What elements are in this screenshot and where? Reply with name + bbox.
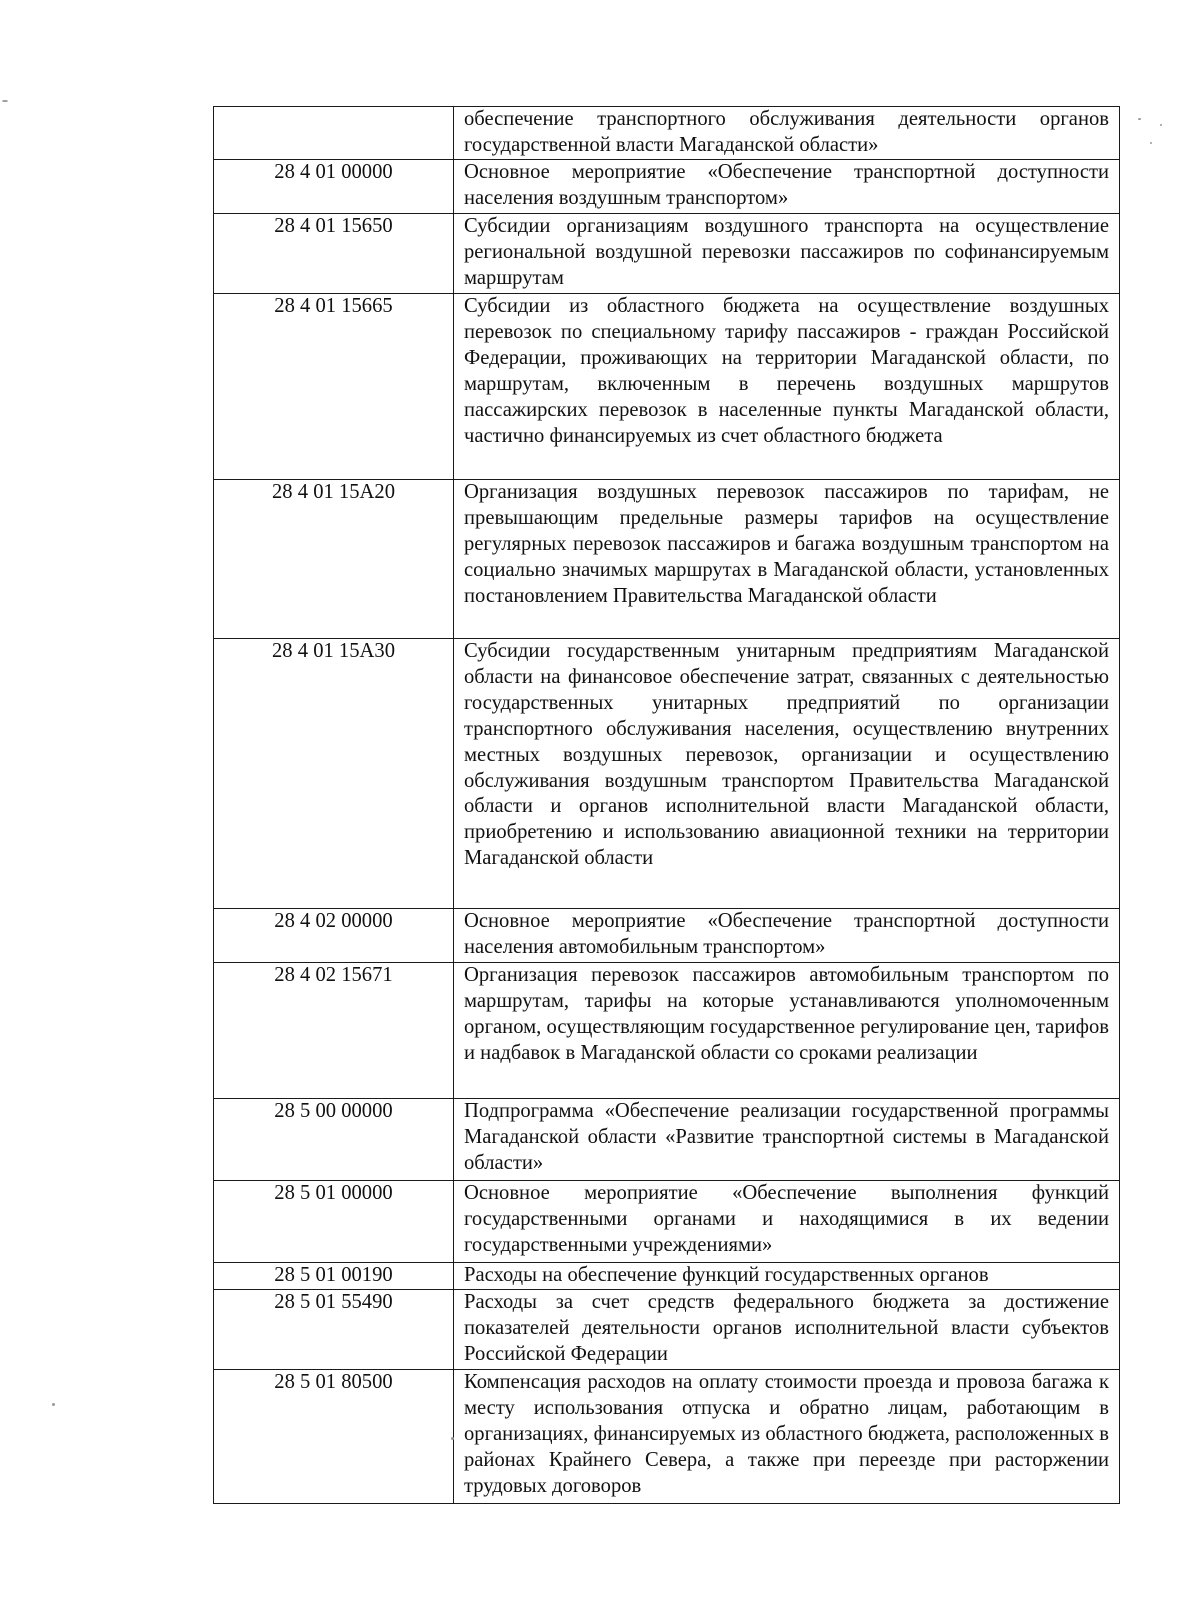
- scan-speck: [52, 1403, 55, 1406]
- scan-speck: [451, 1437, 454, 1440]
- row-code: 28 5 01 00000: [214, 1181, 454, 1263]
- row-code: 28 4 01 15650: [214, 214, 454, 294]
- table-row: [214, 1263, 1120, 1290]
- row-code: 28 4 01 15А20: [214, 480, 454, 639]
- table-row: [214, 639, 1120, 909]
- row-code: 28 5 01 55490: [214, 1290, 454, 1370]
- scan-speck: [2, 100, 8, 102]
- row-description: Субсидии организациям воздушного транспорта на осуществление региональной воздушной перевозки пассажиров по софинансируемым маршрутам: [454, 214, 1120, 294]
- row-code: [214, 107, 454, 160]
- row-code: 28 5 01 00190: [214, 1263, 454, 1290]
- row-code: 28 4 02 00000: [214, 909, 454, 963]
- row-code: 28 4 01 15665: [214, 294, 454, 480]
- row-description: Основное мероприятие «Обеспечение транспортной доступности населения автомобильным транспортом»: [454, 909, 1120, 963]
- table-row: [214, 480, 1120, 639]
- row-description: Компенсация расходов на оплату стоимости проезда и провоза багажа к месту использования отпуска и обратно лицам, работающим в организациях, финансируемых из областного бюджета, расположенных в районах Крайнего Севера, а также при переезде при расторжении трудовых договоров: [454, 1370, 1120, 1504]
- table-row: [214, 107, 1120, 160]
- row-description: обеспечение транспортного обслуживания деятельности органов государственной власти Магаданской области»: [454, 107, 1120, 160]
- table-row: [214, 160, 1120, 214]
- row-description: Основное мероприятие «Обеспечение транспортной доступности населения воздушным транспортом»: [454, 160, 1120, 214]
- row-description: Расходы на обеспечение функций государственных органов: [454, 1263, 1120, 1290]
- row-description: Подпрограмма «Обеспечение реализации государственной программы Магаданской области «Развитие транспортной системы в Магаданской области»: [454, 1099, 1120, 1181]
- table-row: [214, 214, 1120, 294]
- table-row: [214, 1290, 1120, 1370]
- row-description: Субсидии из областного бюджета на осуществление воздушных перевозок по специальному тарифу пассажиров - граждан Российской Федерации, проживающих на территории Магаданской области, по маршрутам, включенным в перечень воздушных маршрутов пассажирских перевозок в населенные пункты Магаданской области, частично финансируемых из счет областного бюджета: [454, 294, 1120, 480]
- row-code: 28 4 02 15671: [214, 963, 454, 1099]
- row-code: 28 5 01 80500: [214, 1370, 454, 1504]
- budget-classification-table: [213, 106, 1120, 1504]
- row-code: 28 4 01 15А30: [214, 639, 454, 909]
- table-row: [214, 909, 1120, 963]
- row-code: 28 4 01 00000: [214, 160, 454, 214]
- table-row: [214, 1099, 1120, 1181]
- row-description: Организация перевозок пассажиров автомобильным транспортом по маршрутам, тарифы на которые устанавливаются уполномоченным органом, осуществляющим государственное регулирование цен, тарифов и надбавок в Магаданской области со сроками реализации: [454, 963, 1120, 1099]
- table-row: [214, 1181, 1120, 1263]
- row-code: 28 5 00 00000: [214, 1099, 454, 1181]
- row-description: Расходы за счет средств федерального бюджета за достижение показателей деятельности органов исполнительной власти субъектов Российской Федерации: [454, 1290, 1120, 1370]
- table-row: [214, 294, 1120, 480]
- scan-speck: [1150, 142, 1152, 144]
- row-description: Основное мероприятие «Обеспечение выполнения функций государственными органами и находящимися в их ведении государственными учреждениями»: [454, 1181, 1120, 1263]
- table-row: [214, 1370, 1120, 1504]
- scan-speck: [1138, 118, 1141, 120]
- row-description: Организация воздушных перевозок пассажиров по тарифам, не превышающим предельные размеры тарифов на осуществление регулярных перевозок пассажиров и багажа воздушным транспортом на социально значимых маршрутах в Магаданской области, установленных постановлением Правительства Магаданской области: [454, 480, 1120, 639]
- scan-speck: [1160, 124, 1162, 126]
- table-row: [214, 963, 1120, 1099]
- row-description: Субсидии государственным унитарным предприятиям Магаданской области на финансовое обеспечение затрат, связанных с деятельностью государственных унитарных предприятий по организации транспортного обслуживания населения, осуществлению внутренних местных воздушных перевозок, организации и осуществлению обслуживания воздушным транспортом Правительства Магаданской области и органов исполнительной власти Магаданской области, приобретению и использованию авиационной техники на территории Магаданской области: [454, 639, 1120, 909]
